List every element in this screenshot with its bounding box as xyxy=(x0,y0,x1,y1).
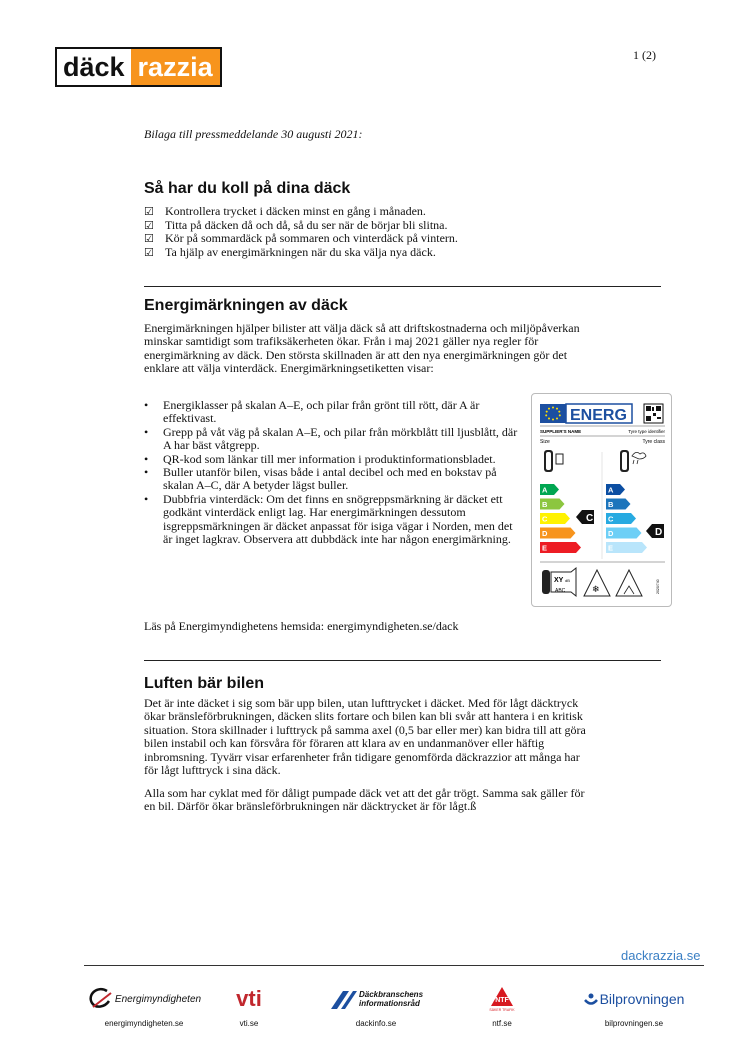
energy-class-letter: E xyxy=(542,543,548,553)
list-item-text: Grepp på våt väg på skalan A–E, och pilar från mörkblått till ljusblått, där A har bäst våtgrepp. xyxy=(163,424,518,453)
partner-name-line2: informationsråd xyxy=(358,999,420,1008)
label-features-list xyxy=(144,399,519,546)
list-item xyxy=(144,466,519,493)
wet-grip-class-letter: E xyxy=(608,543,614,553)
checklist-item-text: Titta på däcken då och då, så du ser när de börjar bli slitna. xyxy=(165,217,448,232)
paragraph-line: ökar bränsleförbrukningen, däcken slits fortare och bilen kan bli svår att hantera i en kritisk xyxy=(144,709,583,724)
partner-name: vti xyxy=(236,986,262,1011)
noise-classes: ABC xyxy=(555,588,566,594)
list-item xyxy=(144,493,519,547)
paragraph-line: Alla som har cyklat med för dåligt pumpade däck vet att det går trögt. Samma sak gäller för xyxy=(144,786,585,800)
partner-bilprovningen xyxy=(574,985,694,1028)
energy-class-letter: A xyxy=(542,485,548,495)
paragraph-line: inbromsning. Tyvärr visar erfarenheter från tidigare genomförda däckrazzior att många har xyxy=(144,749,580,764)
wet-grip-class-letter: B xyxy=(608,500,614,509)
intro-text: Bilaga till pressmeddelande 30 augusti 2021: xyxy=(144,127,363,141)
qr-code-icon xyxy=(644,404,663,423)
bullet-icon: • xyxy=(144,398,149,412)
paragraph-line: Energimärkningen hjälper bilister att välja däck så att driftskostnaderna och miljöpåverkan xyxy=(144,321,580,335)
checklist-item xyxy=(144,219,458,233)
list-item xyxy=(144,453,519,466)
partner-name: NTF xyxy=(495,997,509,1004)
fuel-tyre-icon xyxy=(544,450,563,472)
ntf-logo-icon xyxy=(490,986,514,1008)
regulation-number: 2020/740 xyxy=(656,579,660,594)
check-icon: ☑ xyxy=(144,232,154,245)
paragraph-line: för lågt lufttryck i sina däck. xyxy=(144,763,281,778)
paragraph-line: enklare att välja vinterdäck. Energimärkningsetiketten visar: xyxy=(144,361,434,376)
tyre-type-id: Tyre type identifier xyxy=(628,429,665,434)
size-label: Size xyxy=(540,439,550,445)
noise-unit: dB xyxy=(565,578,570,583)
tyre-class-label: Tyre class xyxy=(642,439,665,445)
paragraph-line: minskar samtidigt som trafiksäkerheten ökar. Från i maj 2021 gäller nya regler för xyxy=(144,334,539,349)
wet-grip-class-letter: C xyxy=(608,514,614,524)
footer-divider xyxy=(84,965,704,966)
checklist-item-text: Ta hjälp av energimärkningen när du ska välja nya däck. xyxy=(165,244,436,259)
logo-right-text: razzia xyxy=(131,49,220,85)
paragraph-line: bilen instabil och kan försvåra för föraren att klara av en undanmanöver eller häftig xyxy=(144,736,545,751)
bullet-icon: • xyxy=(144,465,149,480)
partner-vti xyxy=(224,985,274,1028)
site-link[interactable]: dackrazzia.se xyxy=(621,948,701,963)
partner-url: bilprovningen.se xyxy=(604,1019,664,1028)
noise-value: XY xyxy=(554,577,564,584)
page-number: 1 (2) xyxy=(633,48,656,62)
divider xyxy=(144,660,661,661)
list-item xyxy=(144,426,519,453)
bullet-icon: • xyxy=(144,491,149,506)
checklist-item xyxy=(144,246,458,260)
wet-selected-class: D xyxy=(655,527,663,538)
partner-url: energimyndigheten.se xyxy=(104,1019,184,1028)
ice-grip-icon xyxy=(616,570,642,596)
section2-paragraph xyxy=(144,322,580,376)
partner-name: Bilprovningen xyxy=(599,991,685,1007)
partner-energimyndigheten xyxy=(84,985,204,1028)
wet-grip-class-letter: A xyxy=(608,485,614,495)
section3-paragraph2 xyxy=(144,787,585,814)
checklist-item xyxy=(144,205,458,219)
divider xyxy=(144,286,661,287)
noise-icon xyxy=(542,568,576,596)
energy-class-marker xyxy=(576,510,594,524)
check-icon: ☑ xyxy=(144,218,154,232)
list-item xyxy=(144,399,519,426)
paragraph-line: situation. Stora skillnader i lufttryck på samma axel (0,5 bar eller mer) kan bidra till att göra xyxy=(144,722,586,737)
energimyndigheten-logo-icon xyxy=(87,987,113,1011)
partner-name: Energimyndigheten xyxy=(114,993,202,1005)
wet-grip-tyre-icon xyxy=(620,450,646,472)
supplier-name: SUPPLIER'S NAME xyxy=(540,429,582,434)
bullet-icon: • xyxy=(144,424,149,439)
bullet-icon: • xyxy=(144,451,149,466)
eu-tyre-label xyxy=(531,393,672,607)
wet-grip-class-marker xyxy=(646,524,664,538)
label-title: ENERG xyxy=(570,407,627,424)
wet-grip-class-letter: D xyxy=(608,529,614,538)
partner-url: vti.se xyxy=(239,1019,259,1028)
energy-class-letter: D xyxy=(542,529,548,538)
paragraph-line: energimärkning av däck. Den största skillnaden är att den nya energimärkningen gör det xyxy=(144,347,568,362)
list-item-text: Dubbfria vinterdäck: Om det finns en snögreppsmärkning är däcket ett godkänt vinterdäck enligt lag. Har energimärkningen dessutom isgreppsmärkningen är däcket anpassat för isiga vägar i Norden, men det är inget lagkrav. Observera att dubbdäck inte har någon energimärkning. xyxy=(163,491,513,547)
partner-subtitle: SÄKER TRAFIK xyxy=(489,1008,515,1012)
eu-tyre-label-graphic xyxy=(532,394,673,608)
checklist-item-text: Kontrollera trycket i däcken minst en gång i månaden. xyxy=(165,204,426,218)
partner-dackinfo xyxy=(322,985,430,1028)
energy-selected-class: C xyxy=(586,513,594,524)
list-item-text: Energiklasser på skalan A–E, och pilar från grönt till rött, där A är effektivast. xyxy=(163,398,480,426)
section3-heading: Luften bär bilen xyxy=(144,675,264,692)
bilprovningen-logo-icon xyxy=(584,992,598,1006)
section3-paragraph1 xyxy=(144,697,586,777)
check-icon: ☑ xyxy=(144,205,154,218)
dackrazzia-logo xyxy=(55,47,222,87)
list-item-text: Buller utanför bilen, visas både i antal decibel och med en bokstav på skalan A–C, där A betyder lägst buller. xyxy=(163,465,497,493)
checklist-item xyxy=(144,232,458,246)
list-item-text: QR-kod som länkar till mer information i produktinformationsbladet. xyxy=(163,451,496,466)
section2-heading: Energimärkningen av däck xyxy=(144,297,348,314)
snow-grip-icon xyxy=(584,570,610,596)
partner-ntf xyxy=(482,985,522,1028)
partner-url: ntf.se xyxy=(492,1019,512,1028)
checklist xyxy=(144,205,458,259)
check-icon: ☑ xyxy=(144,245,154,259)
checklist-item-text: Kör på sommardäck på sommaren och vinterdäck på vintern. xyxy=(165,231,458,245)
partner-url: dackinfo.se xyxy=(355,1019,397,1028)
dackinfo-logo-icon xyxy=(329,987,359,1011)
logo-left-text: däck xyxy=(57,49,131,85)
paragraph-line: Det är inte däcket i sig som bär upp bilen, utan lufttrycket i däcket. Med för lågt däcktryck xyxy=(144,696,579,710)
energy-class-letter: B xyxy=(542,500,548,509)
svg-text:❄: ❄ xyxy=(592,585,600,595)
section1-heading: Så har du koll på dina däck xyxy=(144,180,351,197)
paragraph-line: en bil. Därför ökar bränsleförbrukningen när däcktrycket är för lågt.ß xyxy=(144,799,477,814)
partner-name-line1: Däckbranschens xyxy=(358,990,424,999)
read-more-text: Läs på Energimyndighetens hemsida: energimyndigheten.se/dack xyxy=(144,619,459,633)
energy-class-letter: C xyxy=(542,514,548,524)
